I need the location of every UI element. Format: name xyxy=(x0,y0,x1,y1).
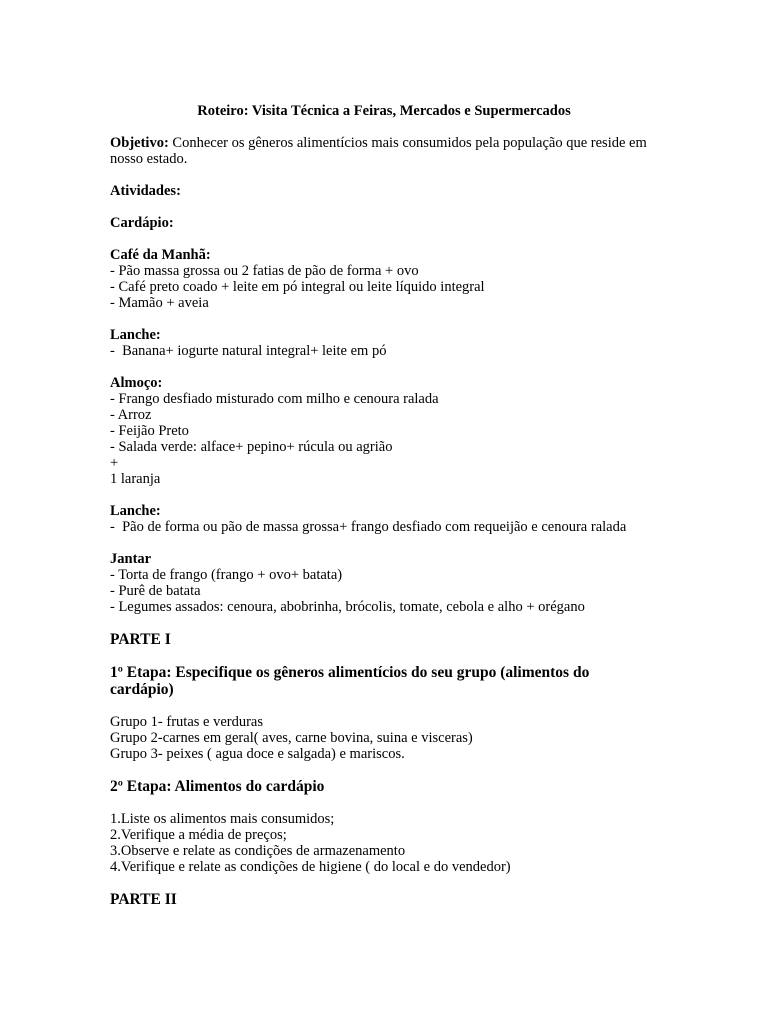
lunch-item: 1 laranja xyxy=(110,471,161,487)
breakfast-item: - Pão massa grossa ou 2 fatias de pão de forma + ovo xyxy=(110,263,419,279)
group-item: Grupo 1- frutas e verduras xyxy=(110,714,264,730)
step2-item: 3.Observe e relate as condições de armazenamento xyxy=(110,843,406,859)
document-title: Roteiro: Visita Técnica a Feiras, Mercados e Supermercados xyxy=(197,103,571,119)
lunch-item: - Arroz xyxy=(110,407,152,423)
breakfast-section xyxy=(110,247,680,311)
snack1-item: - Banana+ iogurte natural integral+ leite em pó xyxy=(110,343,387,359)
snack1-heading: Lanche: xyxy=(110,327,161,343)
part1-heading: PARTE I xyxy=(110,631,171,648)
lunch-item: - Salada verde: alface+ pepino+ rúcula ou agrião xyxy=(110,439,393,455)
snack2-section xyxy=(110,503,680,535)
lunch-item: - Feijão Preto xyxy=(110,423,189,439)
group-item: Grupo 3- peixes ( agua doce e salgada) e mariscos. xyxy=(110,746,405,762)
dinner-item: - Purê de batata xyxy=(110,583,201,599)
step2-list xyxy=(110,811,680,875)
group-item: Grupo 2-carnes em geral( aves, carne bovina, suina e visceras) xyxy=(110,730,473,746)
breakfast-item: - Café preto coado + leite em pó integral ou leite líquido integral xyxy=(110,279,485,295)
dinner-section xyxy=(110,551,680,615)
dinner-heading: Jantar xyxy=(110,551,152,567)
step2-item: 4.Verifique e relate as condições de higiene ( do local e do vendedor) xyxy=(110,859,511,875)
document-body xyxy=(110,135,680,924)
menu-heading: Cardápio: xyxy=(110,215,174,231)
step2-heading: 2º Etapa: Alimentos do cardápio xyxy=(110,778,325,795)
step1-list xyxy=(110,714,680,762)
lunch-heading: Almoço: xyxy=(110,375,163,391)
snack2-item: - Pão de forma ou pão de massa grossa+ frango desfiado com requeijão e cenoura ralada xyxy=(110,519,627,535)
lunch-item: + xyxy=(110,455,119,471)
step2-item: 1.Liste os alimentos mais consumidos; xyxy=(110,811,335,827)
lunch-item: - Frango desfiado misturado com milho e cenoura ralada xyxy=(110,391,439,407)
step1-heading: 1º Etapa: Especifique os gêneros alimentícios do seu grupo (alimentos do cardápio) xyxy=(110,664,590,698)
dinner-item: - Torta de frango (frango + ovo+ batata) xyxy=(110,567,343,583)
objective-label: Objetivo: xyxy=(110,135,169,151)
lunch-section xyxy=(110,375,680,487)
part2-heading: PARTE II xyxy=(110,891,177,908)
step2-item: 2.Verifique a média de preços; xyxy=(110,827,287,843)
dinner-item: - Legumes assados: cenoura, abobrinha, brócolis, tomate, cebola e alho + orégano xyxy=(110,599,585,615)
snack1-section xyxy=(110,327,680,359)
breakfast-heading: Café da Manhã: xyxy=(110,247,211,263)
objective-paragraph xyxy=(110,135,680,167)
snack2-heading: Lanche: xyxy=(110,503,161,519)
objective-text: Conhecer os gêneros alimentícios mais consumidos pela população que reside em nosso estado. xyxy=(110,135,647,167)
breakfast-item: - Mamão + aveia xyxy=(110,295,209,311)
activities-heading: Atividades: xyxy=(110,183,181,199)
